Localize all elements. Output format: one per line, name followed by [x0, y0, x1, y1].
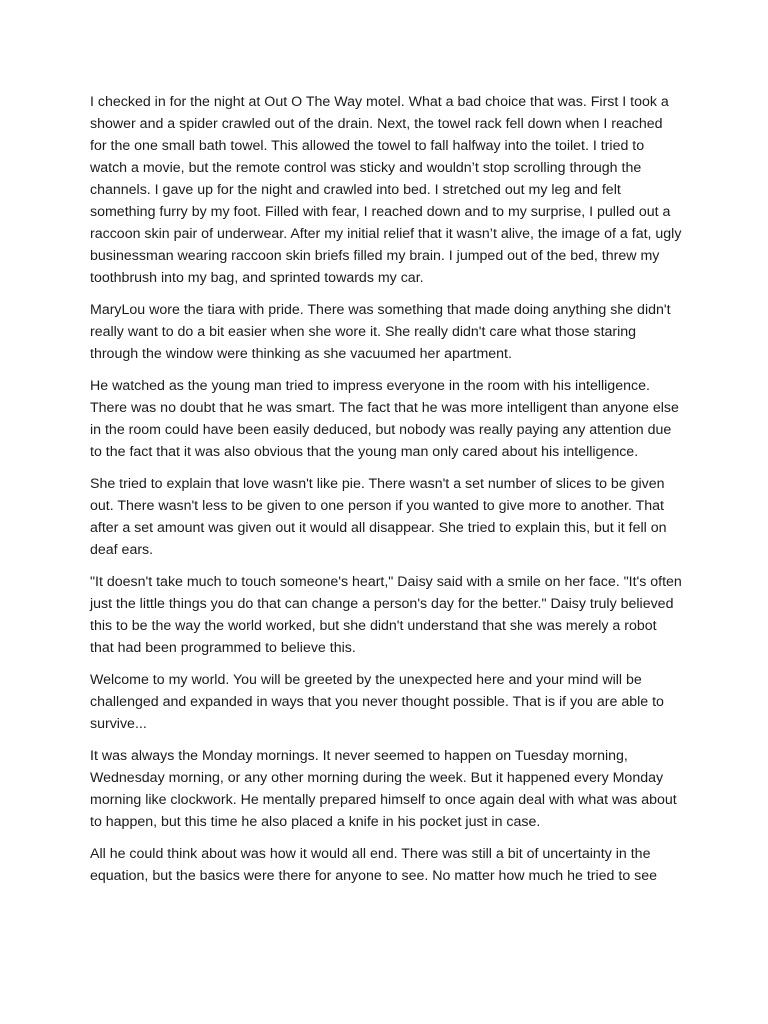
- paragraph-young-man: He watched as the young man tried to impress everyone in the room with his intelligence. There was no doubt that he was smart. The fact that he was more intelligent than anyone else in the room could have been easily deduced, but nobody was really paying any attention due to the fact that it was also obvious that the young man only cared about his intelligence.: [90, 378, 679, 460]
- paragraph-monday: It was always the Monday mornings. It never seemed to happen on Tuesday morning, Wednesday morning, or any other morning during the week. But it happened every Monday morning like clockwork. He mentally prepared himself to once again deal with what was about to happen, but this time he also placed a knife in his pocket just in case.: [90, 748, 677, 830]
- paragraph-daisy: "It doesn't take much to touch someone's heart," Daisy said with a smile on her face. "It's often just the little things you do that can change a person's day for the better." Daisy truly believed this to be the way the world worked, but she didn't understand that she was merely a robot that had been programmed to believe this.: [90, 574, 682, 656]
- paragraph-love-pie: She tried to explain that love wasn't like pie. There wasn't a set number of slices to be given out. There wasn't less to be given to one person if you wanted to give more to another. That after a set amount was given out it would all disappear. She tried to explain this, but it fell on deaf ears.: [90, 476, 667, 558]
- paragraph-ending: All he could think about was how it would all end. There was still a bit of uncertainty in the equation, but the basics were there for anyone to see. No matter how much he tried to see: [90, 846, 658, 884]
- document-page: [90, 91, 682, 897]
- paragraph-tiara: MaryLou wore the tiara with pride. There was something that made doing anything she didn't really want to do a bit easier when she wore it. She really didn't care what those staring through the window were thinking as she vacuumed her apartment.: [90, 302, 671, 362]
- paragraph-motel: I checked in for the night at Out O The Way motel. What a bad choice that was. First I took a shower and a spider crawled out of the drain. Next, the towel rack fell down when I reached for the one small bath towel. This allowed the towel to fall halfway into the toilet. I tried to watch a movie, but the remote control was sticky and wouldn’t stop scrolling through the channels. I gave up for the night and crawled into bed. I stretched out my leg and felt something furry by my foot. Filled with fear, I reached down and to my surprise, I pulled out a raccoon skin pair of underwear. After my initial relief that it wasn’t alive, the image of a fat, ugly businessman wearing raccoon skin briefs filled my brain. I jumped out of the bed, threw my toothbrush into my bag, and sprinted towards my car.: [90, 94, 682, 286]
- paragraph-welcome: Welcome to my world. You will be greeted by the unexpected here and your mind will be challenged and expanded in ways that you never thought possible. That is if you are able to survive...: [90, 672, 664, 732]
